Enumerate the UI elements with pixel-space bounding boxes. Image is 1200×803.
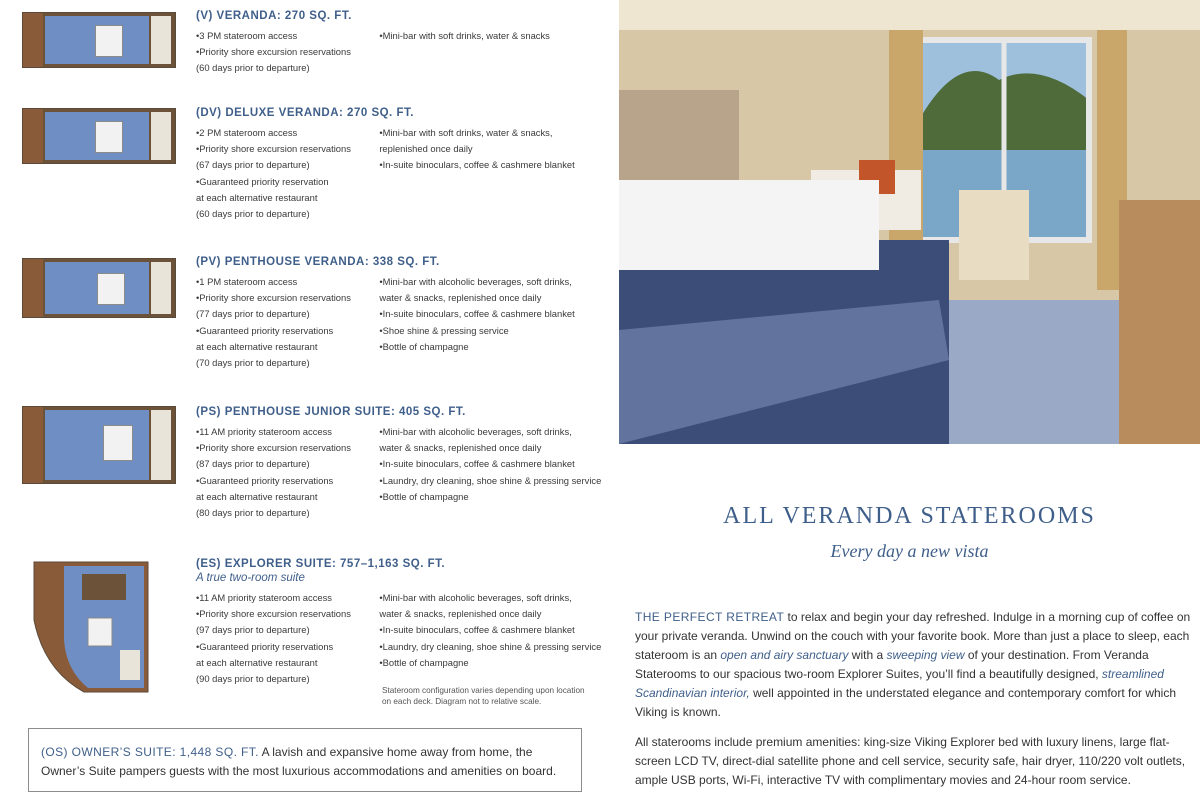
intro-emphasis-3: streamlined Scandinavian interior, (635, 667, 1164, 700)
feature-text: (60 days prior to departure) (196, 208, 310, 220)
feature-line (196, 274, 379, 290)
feature-line (379, 622, 606, 638)
category-title: (PS) PENTHOUSE JUNIOR SUITE: 405 SQ. FT. (196, 406, 466, 418)
feature-line (196, 671, 379, 687)
feature-text: • Priority shore excursion reservations (196, 442, 351, 453)
feature-line (196, 473, 379, 489)
feature-line (196, 355, 379, 371)
amenities-paragraph: All staterooms include premium amenities: king-size Viking Explorer bed with luxury linens, large flat-screen LCD TV, direct-dial satellite phone and cell service, security safe, hair dryer, 110/220 volt outlets, ample USB ports, Wi-Fi, interactive TV with complimentary movies and 24-hour room service. (635, 735, 1186, 787)
category-title: (PV) PENTHOUSE VERANDA: 338 SQ. FT. (196, 256, 440, 268)
floor-plan-veranda (22, 12, 176, 68)
feature-text: • Bottle of champagne (379, 491, 468, 502)
feature-line (196, 306, 379, 322)
floor-plan-penthouse-veranda (22, 258, 176, 318)
owners-suite-body: A lavish and expansive home away from home, the Owner’s Suite pampers guests with the most luxurious accommodations and amenities on board. (41, 745, 557, 778)
feature-line (196, 639, 379, 655)
intro-text-2: with a (848, 648, 887, 662)
owners-suite-box (28, 728, 582, 792)
feature-text: • Mini-bar with soft drinks, water & snacks (379, 30, 550, 41)
feature-text: (67 days prior to departure) (196, 159, 310, 171)
feature-text: water & snacks, replenished once daily (379, 442, 542, 454)
col1 (196, 590, 379, 687)
feature-line (196, 590, 379, 606)
feature-text: at each alternative restaurant (196, 340, 318, 352)
feature-line (379, 290, 606, 306)
col2 (379, 125, 606, 222)
feature-text: water & snacks, replenished once daily (379, 292, 542, 304)
feature-line (196, 290, 379, 306)
feature-text: • Mini-bar with alcoholic beverages, soft drinks, (379, 592, 571, 603)
feature-text: • Mini-bar with alcoholic beverages, soft drinks, (379, 426, 571, 437)
feature-text: • In-suite binoculars, coffee & cashmere blanket (379, 159, 574, 170)
feature-text: • In-suite binoculars, coffee & cashmere blanket (379, 308, 574, 319)
feature-line (196, 606, 379, 622)
feature-line (379, 306, 606, 322)
feature-text: • Priority shore excursion reservations (196, 292, 351, 303)
feature-line (196, 141, 379, 157)
feature-line (196, 125, 379, 141)
floor-plan-explorer-suite (24, 560, 152, 694)
intro-emphasis-2: sweeping view (886, 648, 965, 662)
col2 (379, 590, 606, 687)
col1 (196, 274, 379, 371)
feature-line (196, 655, 379, 671)
col2 (379, 274, 606, 371)
intro-text-1: to relax and begin your day refreshed. Indulge in a morning cup of coffee on your private veranda. Unwind on the couch with your favorite book. More than just a place to sleep, each stateroom is an (635, 610, 1191, 662)
feature-text: • Mini-bar with alcoholic beverages, soft drinks, (379, 276, 571, 287)
feature-text: • 2 PM stateroom access (196, 127, 297, 138)
feature-line (196, 60, 379, 76)
intro-paragraph (635, 608, 1195, 722)
feature-text: at each alternative restaurant (196, 191, 318, 203)
feature-line (379, 473, 606, 489)
feature-text: • Priority shore excursion reservations (196, 46, 351, 57)
feature-line (379, 590, 606, 606)
feature-text: • Laundry, dry cleaning, shoe shine & pressing service (379, 641, 601, 652)
feature-line (379, 274, 606, 290)
feature-text: • 1 PM stateroom access (196, 276, 297, 287)
feature-line (196, 489, 379, 505)
feature-text: • In-suite binoculars, coffee & cashmere blanket (379, 624, 574, 635)
feature-line (379, 606, 606, 622)
feature-line (196, 339, 379, 355)
feature-line (379, 655, 606, 671)
intro-text-4: well appointed in the understated elegance and contemporary comfort for which Viking is known. (635, 686, 1177, 719)
feature-line (379, 323, 606, 339)
category-penthouse-junior-suite (196, 406, 606, 521)
feature-text: • Guaranteed priority reservation (196, 176, 329, 187)
feature-line (379, 125, 606, 141)
feature-line (379, 157, 606, 173)
category-title: (DV) DELUXE VERANDA: 270 SQ. FT. (196, 107, 414, 119)
feature-text: • Shoe shine & pressing service (379, 325, 508, 336)
feature-line (196, 206, 379, 222)
col1 (196, 424, 379, 521)
feature-text: at each alternative restaurant (196, 656, 318, 668)
feature-text: • Bottle of champagne (379, 657, 468, 668)
feature-text: • Guaranteed priority reservations (196, 325, 333, 336)
feature-text: • 11 AM priority stateroom access (196, 592, 332, 603)
category-deluxe-veranda (196, 107, 606, 222)
feature-text: • Priority shore excursion reservations (196, 608, 351, 619)
feature-text: water & snacks, replenished once daily (379, 608, 542, 620)
feature-text: • Mini-bar with soft drinks, water & snacks, (379, 127, 552, 138)
feature-line (196, 157, 379, 173)
feature-line (196, 505, 379, 521)
intro-text-3: of your destination. From Veranda Staterooms to our spacious two-room Explorer Suites, you’ll find a beautifully designed, (635, 648, 1149, 681)
feature-line (379, 141, 606, 157)
feature-text: • In-suite binoculars, coffee & cashmere blanket (379, 458, 574, 469)
feature-line (196, 323, 379, 339)
feature-text: (77 days prior to departure) (196, 308, 310, 320)
feature-line (196, 456, 379, 472)
feature-line (379, 456, 606, 472)
feature-line (379, 28, 606, 44)
feature-text: • Laundry, dry cleaning, shoe shine & pressing service (379, 475, 601, 486)
col2 (379, 28, 606, 77)
category-explorer-suite (196, 558, 606, 707)
col1 (196, 125, 379, 222)
feature-line (196, 190, 379, 206)
category-title: (ES) EXPLORER SUITE: 757–1,163 SQ. FT. (196, 558, 446, 570)
feature-line (196, 424, 379, 440)
category-veranda (196, 10, 606, 77)
floor-plan-penthouse-junior-suite (22, 406, 176, 484)
category-title: (V) VERANDA: 270 SQ. FT. (196, 10, 352, 22)
feature-text: (60 days prior to departure) (196, 62, 310, 74)
feature-text: • Guaranteed priority reservations (196, 641, 333, 652)
feature-line (196, 440, 379, 456)
feature-line (379, 489, 606, 505)
feature-text: (97 days prior to departure) (196, 624, 310, 636)
feature-text: • Priority shore excursion reservations (196, 143, 351, 154)
intro-emphasis-1: open and airy sanctuary (720, 648, 849, 662)
feature-line (379, 639, 606, 655)
feature-text: • Bottle of champagne (379, 341, 468, 352)
page-tagline: Every day a new vista (830, 541, 989, 561)
feature-text: (70 days prior to departure) (196, 357, 310, 369)
col2 (379, 424, 606, 521)
stateroom-photo (619, 0, 1200, 444)
page-title: ALL VERANDA STATEROOMS (723, 503, 1096, 529)
intro-lead: THE PERFECT RETREAT (635, 610, 785, 624)
col1 (196, 28, 379, 77)
feature-line (379, 424, 606, 440)
category-subtitle: A true two-room suite (196, 572, 305, 584)
feature-line (196, 28, 379, 44)
feature-text: (90 days prior to departure) (196, 673, 310, 685)
feature-line (196, 174, 379, 190)
feature-text: • 11 AM priority stateroom access (196, 426, 332, 437)
feature-line (379, 339, 606, 355)
feature-text: at each alternative restaurant (196, 490, 318, 502)
feature-line (196, 622, 379, 638)
feature-line (196, 44, 379, 60)
feature-text: replenished once daily (379, 143, 473, 155)
category-penthouse-veranda (196, 256, 606, 371)
feature-line (379, 440, 606, 456)
feature-text: • 3 PM stateroom access (196, 30, 297, 41)
diagram-note: Stateroom configuration varies depending upon location on each deck. Diagram not to relative scale. (382, 686, 585, 707)
feature-text: (80 days prior to departure) (196, 507, 310, 519)
owners-suite-heading: (OS) OWNER’S SUITE: 1,448 SQ. FT. (41, 745, 259, 759)
floor-plan-deluxe-veranda (22, 108, 176, 164)
feature-text: • Guaranteed priority reservations (196, 475, 333, 486)
feature-text: (87 days prior to departure) (196, 458, 310, 470)
